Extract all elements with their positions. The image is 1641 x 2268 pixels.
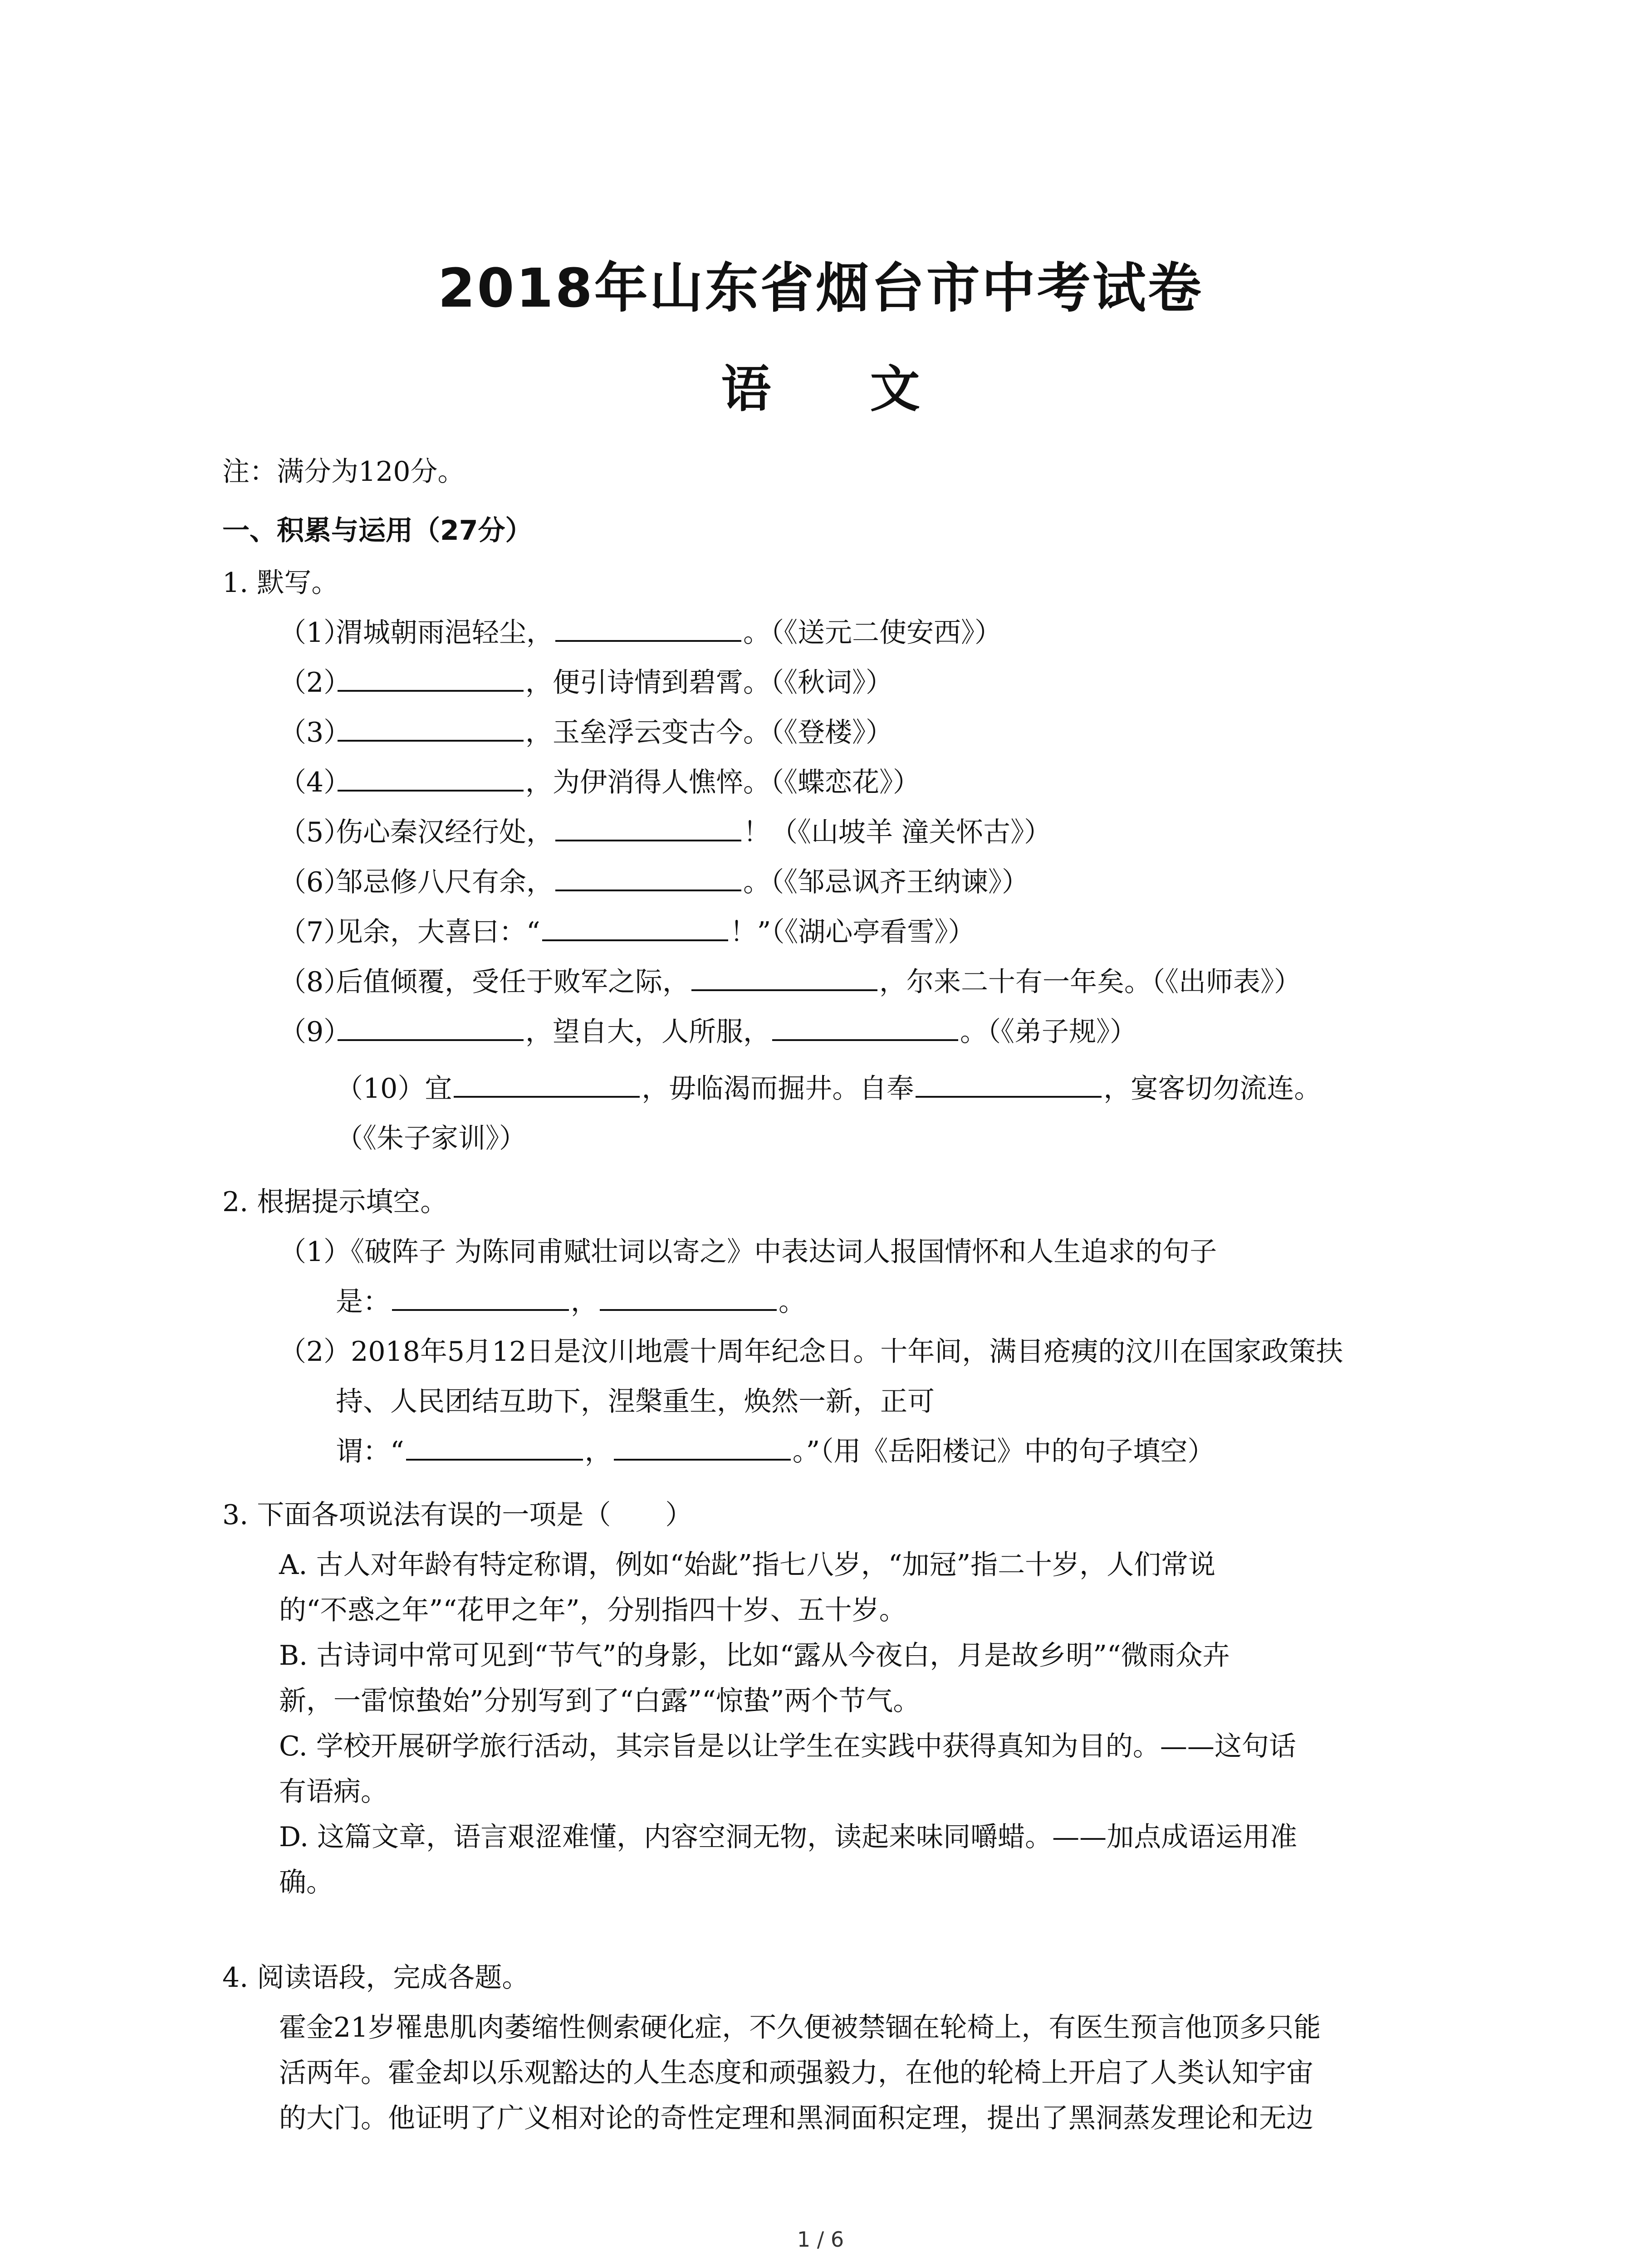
answer-blank[interactable] (600, 1284, 777, 1311)
item-text: 。（《邹忌讽齐王纳谏》） (743, 866, 1029, 898)
q2-part-2-line-3 (336, 1433, 1215, 1470)
q1-item-1 (279, 615, 1002, 651)
item-text: ，玉垒浮云变古今。（《登楼》） (525, 717, 893, 748)
item-text: 邹忌修八尺有余， (336, 866, 554, 898)
answer-blank[interactable] (691, 964, 877, 991)
q3-option-d-line-2: 确。 (279, 1867, 333, 1898)
section-heading: 一、积累与运用（27分） (222, 515, 533, 547)
answer-blank[interactable] (772, 1014, 958, 1041)
q3-option-d-line-1: D. 这篇文章，语言艰涩难懂，内容空洞无物，读起来味同嚼蜡。——加点成语运用准 (279, 1821, 1298, 1853)
item-text: 后值倾覆，受任于败军之际， (336, 966, 690, 998)
item-text: ！”（《湖心亭看雪》） (730, 916, 975, 948)
q2-part-1-line-2 (336, 1284, 806, 1320)
answer-blank[interactable] (392, 1284, 569, 1311)
item-text: 谓：“ (336, 1436, 404, 1467)
subject-title: 语 文 (721, 360, 961, 418)
item-text: ，尔来二十有一年矣。（《出师表》） (879, 966, 1301, 998)
question-3-stem: 3. 下面各项说法有误的一项是（ ） (222, 1499, 693, 1531)
item-text: （10）宜 (336, 1073, 452, 1105)
item-number: （5） (279, 816, 351, 848)
item-text: 是： (336, 1286, 390, 1318)
item-text: 渭城朝雨浥轻尘， (336, 617, 554, 649)
score-note: 注：满分为120分。 (222, 456, 465, 488)
item-number: （6） (279, 866, 351, 898)
question-2-stem: 2. 根据提示填空。 (222, 1186, 448, 1218)
q3-option-a-line-2: 的“不惑之年”“花甲之年”，分别指四十岁、五十岁。 (279, 1594, 906, 1626)
item-text: ， (584, 1436, 612, 1467)
q1-item-10-source: （《朱子家训》） (336, 1123, 526, 1154)
item-text: ，便引诗情到碧霄。（《秋词》） (525, 667, 893, 699)
item-text: 。（《弟子规》） (960, 1016, 1137, 1048)
item-text: 。 (779, 1286, 806, 1318)
item-number: （4） (279, 767, 351, 798)
q2-part-2-line-2: 持、人民团结互助下，涅槃重生，焕然一新，正可 (336, 1386, 935, 1418)
item-number: （2） (279, 667, 351, 699)
q3-option-c-line-2: 有语病。 (279, 1776, 388, 1808)
q1-item-7 (279, 914, 975, 950)
q1-item-8 (279, 964, 1301, 1000)
answer-blank[interactable] (338, 1014, 524, 1041)
answer-blank[interactable] (338, 714, 524, 742)
answer-blank[interactable] (555, 864, 741, 891)
q4-passage-line-3: 的大门。他证明了广义相对论的奇性定理和黑洞面积定理，提出了黑洞蒸发理论和无边 (279, 2102, 1313, 2134)
q1-item-2 (279, 665, 893, 701)
item-number: （8） (279, 966, 351, 998)
answer-blank[interactable] (338, 764, 524, 792)
q1-item-3 (279, 714, 893, 751)
answer-blank[interactable] (542, 914, 728, 941)
item-text: 见余，大喜曰：“ (336, 916, 540, 948)
page-number: 1 / 6 (797, 2227, 844, 2252)
q1-item-5 (279, 814, 1051, 850)
item-text: ，毋临渴而掘井。自奉 (642, 1073, 914, 1105)
q2-part-1-line-1: （1）《破阵子 为陈同甫赋壮词以寄之》中表达词人报国情怀和人生追求的句子 (279, 1236, 1217, 1268)
q1-item-6 (279, 864, 1029, 900)
q3-option-b-line-1: B. 古诗词中常可见到“节气”的身影，比如“露从今夜白，月是故乡明”“微雨众卉 (279, 1640, 1230, 1672)
answer-blank[interactable] (555, 814, 741, 841)
q1-item-10 (336, 1070, 1321, 1107)
item-text: ，望自大，人所服， (525, 1016, 770, 1048)
item-text: ， (571, 1286, 598, 1318)
q1-item-9 (279, 1014, 1137, 1050)
exam-title: 2018年山东省烟台市中考试卷 (438, 257, 1203, 319)
item-number: （1） (279, 617, 351, 649)
answer-blank[interactable] (614, 1433, 791, 1461)
q3-option-c-line-1: C. 学校开展研学旅行活动，其宗旨是以让学生在实践中获得真知为目的。——这句话 (279, 1730, 1296, 1762)
answer-blank[interactable] (555, 615, 741, 642)
item-text: 伤心秦汉经行处， (336, 816, 554, 848)
answer-blank[interactable] (406, 1433, 583, 1461)
question-4-stem: 4. 阅读语段，完成各题。 (222, 1962, 529, 1994)
item-text: ，为伊消得人憔悴。（《蝶恋花》） (525, 767, 920, 798)
item-number: （9） (279, 1016, 351, 1048)
item-text: ，宴客切勿流连。 (1103, 1073, 1322, 1105)
item-text: 。”（用《岳阳楼记》中的句子填空） (792, 1436, 1215, 1467)
item-number: （7） (279, 916, 351, 948)
answer-blank[interactable] (916, 1070, 1102, 1098)
q2-part-2-line-1: （2）2018年5月12日是汶川地震十周年纪念日。十年间，满目疮痍的汶川在国家政策扶 (279, 1336, 1343, 1368)
answer-blank[interactable] (338, 665, 524, 692)
item-text: ！（《山坡羊 潼关怀古》） (743, 816, 1052, 848)
answer-blank[interactable] (454, 1070, 640, 1098)
q4-passage-line-2: 活两年。霍金却以乐观豁达的人生态度和顽强毅力，在他的轮椅上开启了人类认知宇宙 (279, 2057, 1313, 2089)
q1-item-4 (279, 764, 920, 801)
q3-option-b-line-2: 新，一雷惊蛰始”分别写到了“白露”“惊蛰”两个节气。 (279, 1685, 921, 1717)
q4-passage-line-1: 霍金21岁罹患肌肉萎缩性侧索硬化症，不久便被禁锢在轮椅上，有医生预言他顶多只能 (279, 2012, 1321, 2043)
q3-option-a-line-1: A. 古人对年龄有特定称谓，例如“始龀”指七八岁，“加冠”指二十岁，人们常说 (279, 1549, 1216, 1581)
question-1-stem: 1. 默写。 (222, 567, 339, 599)
item-text: 。（《送元二使安西》） (743, 617, 1002, 649)
item-number: （3） (279, 717, 351, 748)
